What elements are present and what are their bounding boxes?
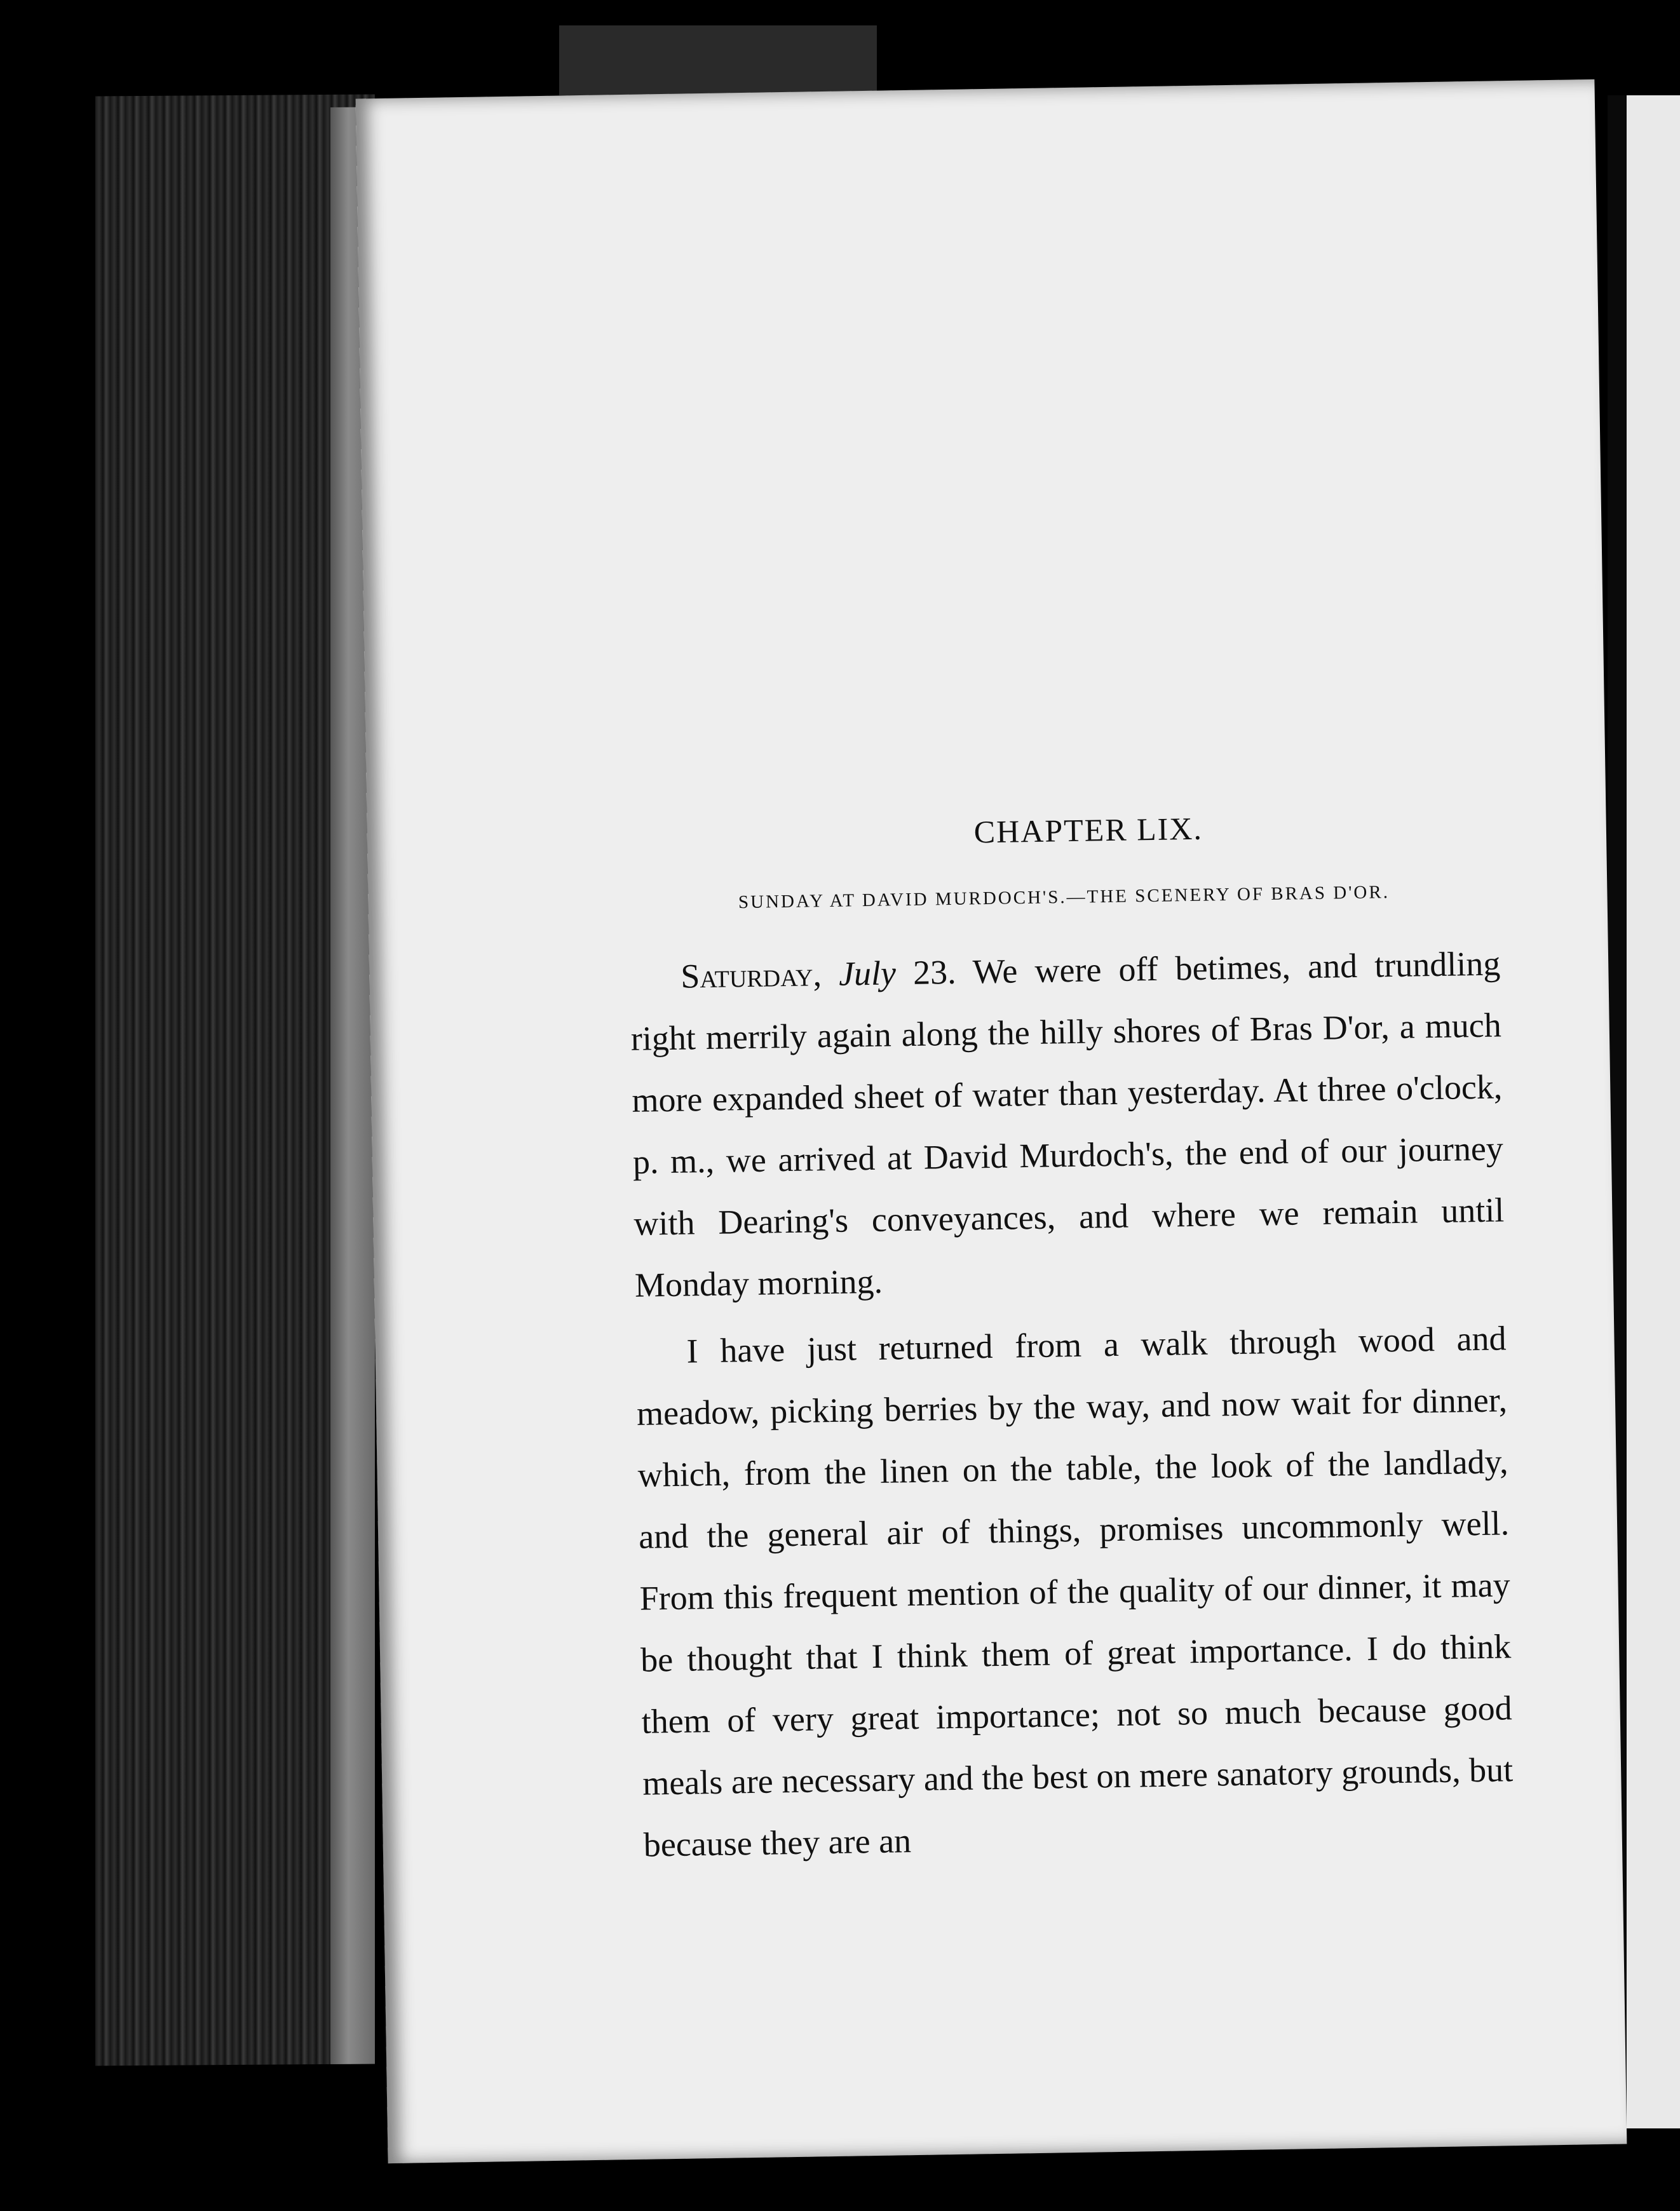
page-content	[627, 805, 1514, 1876]
body-text	[630, 933, 1515, 1876]
book-page	[356, 79, 1627, 2163]
date-weekday: Saturday,	[680, 955, 822, 996]
paragraph-2: I have just returned from a walk through wood and meadow, picking berries by the way, and now wait for dinner, which, from the linen on the table, the look of the landlady, and the general air of things, promises uncommonly well. From this frequent mention of the quality of our dinner, it may be thought that I think them of great importance. I do think them of very great importance; not so much because good meals are necessary and the best on mere sanatory grounds, but because they are an	[636, 1319, 1514, 1864]
paragraph-1-text: 23. We were off betimes, and trundling right merrily again along the hilly shores of Bras D'or, a much more expanded sheet of water than yesterday. At three o'clock, p. m., we arrived at David Murdoch's, the end of our journey with Dearing's conveyances, and where we remain until Monday morning.	[630, 944, 1505, 1304]
facing-page-edge	[1627, 95, 1680, 2128]
chapter-title: CHAPTER LIX.	[973, 810, 1203, 850]
paragraph-1	[630, 933, 1506, 1316]
book-clip	[559, 25, 877, 95]
chapter-subtitle: SUNDAY AT DAVID MURDOCH'S.—THE SCENERY OF BRAS D'OR.	[738, 882, 1390, 913]
book-page-edges	[95, 94, 375, 2066]
date-month: July	[838, 954, 897, 993]
